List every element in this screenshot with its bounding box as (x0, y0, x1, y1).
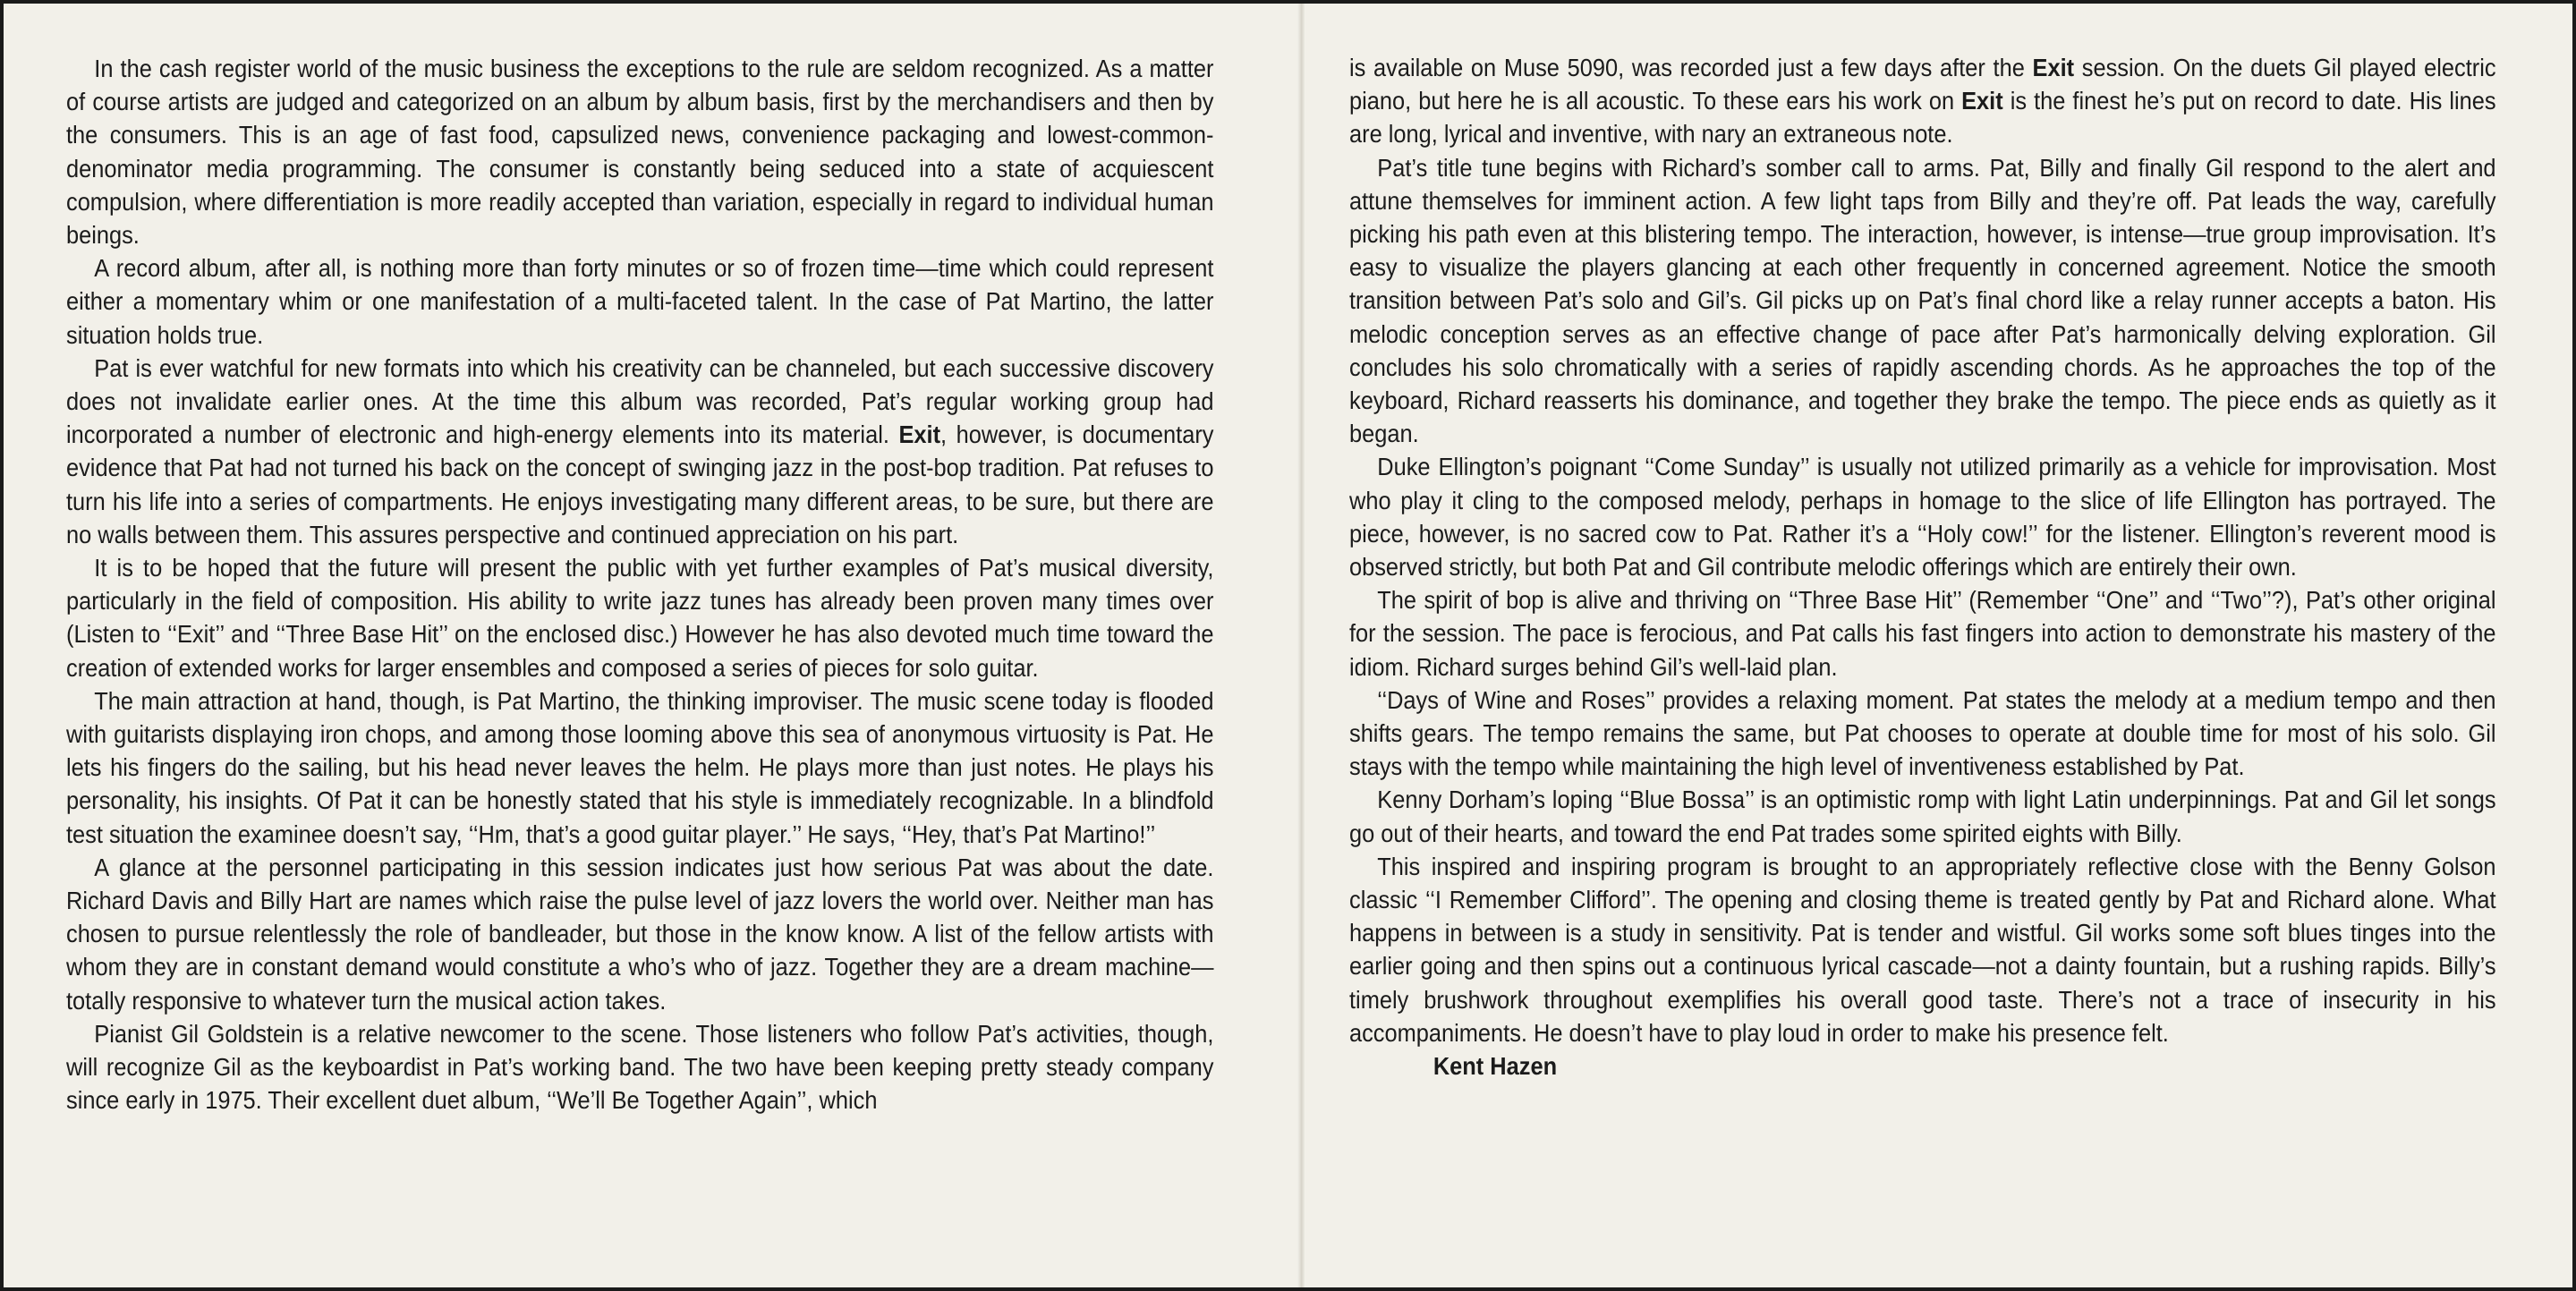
paragraph-text: , however, is documentary evidence that Pat had not turned his back on the concept of swinging jazz in the post-bop tradition. Pat refuses to turn his life into a series of compartments. He enjoys investigating many different areas, to be sure, but there are no walls between them. This assures perspective and continued appreciation on his part. (66, 420, 1214, 548)
album-title-emphasis: Exit (898, 420, 941, 449)
album-title-emphasis: Exit (2032, 54, 2075, 81)
paragraph: This inspired and inspiring program is brought to an appropriately reflective close with the Benny Golson classic ‘‘I Remember Clifford’’. The opening and closing theme is treated gently by Pat and Richard alone. What happens in between is a study in sensitivity. Pat is tender and wistful. Gil works some soft blues tinges into the earlier going and then spins out a continuous lyrical cascade—not a dainty fountain, but a rushing rapids. Billy’s timely brushwork throughout exemplifies his overall good taste. There’s not a trace of insecurity in his accompaniments. He doesn’t have to play loud in order to make his presence felt. (1349, 852, 2496, 1047)
paragraph-continued (1349, 51, 2496, 151)
paragraph: A glance at the personnel participating in this session indicates just how serious Pat was about the date. Richard Davis and Billy Hart are names which raise the pulse level of jazz lovers the world over. Neither man has chosen to pursue relentlessly the role of bandleader, but those in the know know. A list of the fellow artists with whom they are in constant demand would constitute a who’s who of jazz. Together they are a dream machine—totally responsive to whatever turn the musical action takes. (66, 853, 1214, 1015)
author-signature: Kent Hazen (1433, 1052, 1558, 1081)
paragraph: In the cash register world of the music business the exceptions to the rule are seldom recognized. As a matter of course artists are judged and categorized on an album by album basis, first by the merchandisers and then by the consumers. This is an age of fast food, capsulized news, convenience packaging and lowest-common-denominator media programming. The consumer is constantly being seduced into a state of acquiescent compulsion, where differentiation is more readily accepted than variation, especially in regard to individual human beings. (66, 55, 1214, 250)
paragraph-text: is the finest he’s put on record to date. His lines are long, lyrical and inventive, with nary an extraneous note. (1349, 87, 2496, 149)
left-text-column (66, 52, 1213, 1117)
album-title-emphasis: Exit (1961, 87, 2003, 115)
paragraph: The main attraction at hand, though, is Pat Martino, the thinking improviser. The music scene today is flooded with guitarists displaying iron chops, and among those looming above this sea of anonymous virtuosity is Pat. He lets his fingers do the sailing, but his head never leaves the helm. He plays more than just notes. He plays his personality, his insights. Of Pat it can be honestly stated that his style is immediately recognizable. In a blindfold test situation the examinee doesn’t say, ‘‘Hm, that’s a good guitar player.’’ He says, ‘‘Hey, that’s Pat Martino!’’ (66, 686, 1214, 848)
paragraph: It is to be hoped that the future will present the public with yet further examples of Pat’s musical diversity, particularly in the field of composition. His ability to write jazz tunes has already been proven many times over (Listen to ‘‘Exit’’ and ‘‘Three Base Hit’’ on the enclosed disc.) However he has also devoted much time toward the creation of extended works for larger ensembles and composed a series of pieces for solo guitar. (66, 554, 1214, 682)
paragraph: Pianist Gil Goldstein is a relative newcomer to the scene. Those listeners who follow Pat’s activities, though, will recognize Gil as the keyboardist in Pat’s working band. The two have been keeping pretty steady company since early in 1975. Their excellent duet album, ‘‘We’ll Be Together Again’’, which (66, 1019, 1214, 1115)
paragraph: A record album, after all, is nothing more than forty minutes or so of frozen time—time which could represent either a momentary whim or one manifestation of a multi-faceted talent. In the case of Pat Martino, the latter situation holds true. (66, 254, 1214, 349)
paragraph: Duke Ellington’s poignant ‘‘Come Sunday’’ is usually not utilized primarily as a vehicle for improvisation. Most who play it cling to the composed melody, perhaps in homage to the slice of life Ellington has portrayed. The piece, however, is no sacred cow to Pat. Rather it’s a ‘‘Holy cow!’’ for the listener. Ellington’s reverent mood is observed strictly, but both Pat and Gil contribute melodic offerings which are entirely their own. (1349, 453, 2496, 582)
left-page (4, 4, 1301, 1287)
paragraph: The spirit of bop is alive and thriving on ‘‘Three Base Hit’’ (Remember ‘‘One’’ and ‘‘Two’’?), Pat’s other original for the session. The pace is ferocious, and Pat calls his fast fingers into action to demonstrate his mastery of the idiom. Richard surges behind Gil’s well-laid plan. (1349, 586, 2496, 681)
paragraph-text: session. On the duets Gil played electric piano, but here he is all acoustic. To these ears his work on (1349, 54, 2496, 115)
paragraph-text: is available on Muse 5090, was recorded just a few days after the (1349, 54, 2033, 81)
paragraph (66, 352, 1213, 551)
paragraph: Kenny Dorham’s loping ‘‘Blue Bossa’’ is an optimistic romp with light Latin underpinnings. Pat and Gil let songs go out of their hearts, and toward the end Pat trades some spirited eights with Billy. (1349, 786, 2496, 847)
paragraph-text: Pat is ever watchful for new formats into which his creativity can be channeled, but each successive discovery does not invalidate earlier ones. At the time this album was recorded, Pat’s regular working group had incorporated a number of electronic and high-energy elements into its material. (66, 353, 1214, 449)
right-page (1301, 4, 2572, 1287)
right-text-column (1349, 51, 2496, 1083)
liner-notes-spread (4, 4, 2572, 1287)
paragraph: Pat’s title tune begins with Richard’s somber call to arms. Pat, Billy and finally Gil respond to the alert and attune themselves for imminent action. A few light taps from Billy and they’re off. Pat leads the way, carefully picking his path even at this blistering tempo. The interaction, however, is intense—true group improvisation. It’s easy to visualize the players glancing at each other frequently in concerned agreement. Notice the smooth transition between Pat’s solo and Gil’s. Gil picks up on Pat’s final chord like a relay runner accepts a baton. His melodic conception serves as an effective change of pace after Pat’s harmonically delving exploration. Gil concludes his solo chromatically with a series of rapidly ascending chords. As he approaches the top of the keyboard, Richard reasserts his dominance, and together they brake the tempo. The piece ends as quietly as it began. (1349, 153, 2496, 448)
paragraph: ‘‘Days of Wine and Roses’’ provides a relaxing moment. Pat states the melody at a medium tempo and then shifts gears. The tempo remains the same, but Pat chooses to operate at double time for most of his solo. Gil stays with the tempo while maintaining the high level of inventiveness established by Pat. (1349, 685, 2496, 781)
